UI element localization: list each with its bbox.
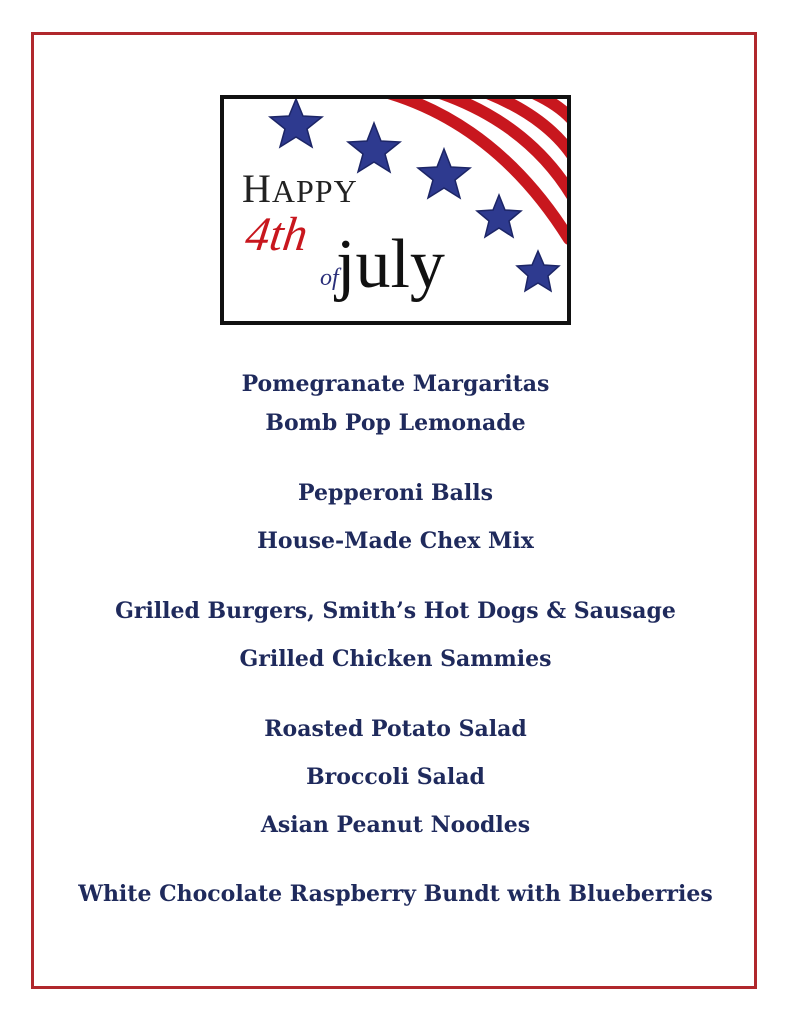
menu-item: Roasted Potato Salad [264, 716, 527, 742]
menu-item: Pomegranate Margaritas [241, 371, 550, 397]
menu-item: Grilled Burgers, Smith’s Hot Dogs & Sausage [115, 598, 676, 624]
menu-item: Broccoli Salad [306, 764, 485, 790]
menu-item: White Chocolate Raspberry Bundt with Blueberries [78, 881, 713, 907]
menu-item: Asian Peanut Noodles [260, 812, 531, 838]
star-icon [418, 149, 470, 198]
happy-4th-of-july-logo [220, 95, 571, 325]
star-icon [477, 195, 521, 237]
menu-item: Pepperoni Balls [298, 480, 493, 506]
menu-item: Bomb Pop Lemonade [265, 410, 526, 436]
logo-july-text: july [336, 226, 445, 303]
logo-of-text: of [320, 265, 339, 291]
star-icon [517, 251, 559, 291]
menu-item: Grilled Chicken Sammies [239, 646, 552, 672]
logo-4th-text: 4th [242, 208, 312, 261]
menu-item: House-Made Chex Mix [257, 528, 534, 554]
star-icon [270, 99, 322, 147]
logo-happy-text: HAPPY [242, 166, 358, 211]
